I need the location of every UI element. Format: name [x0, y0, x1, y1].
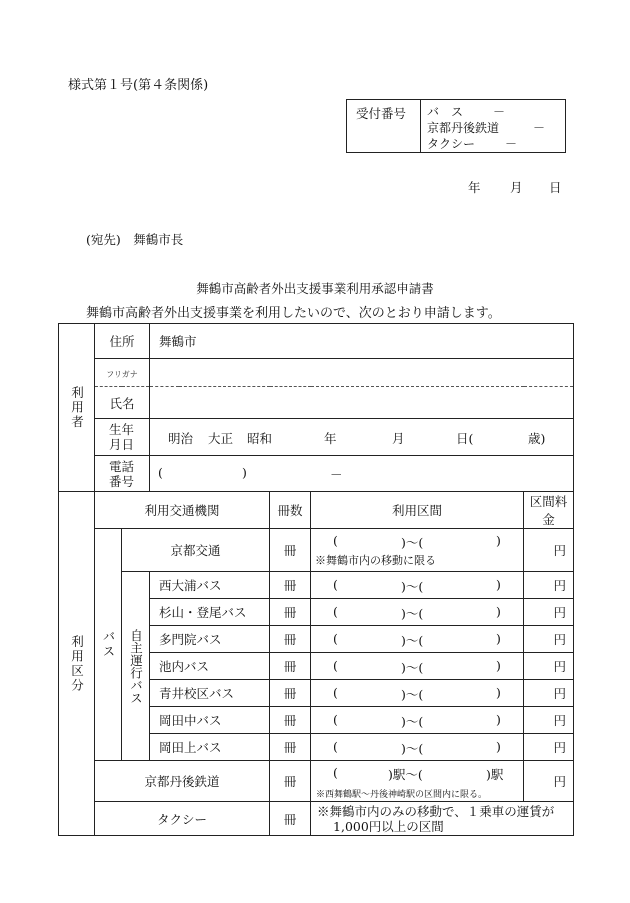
era-meiji[interactable]: 明治 — [168, 431, 194, 446]
fare-cell[interactable]: 円 — [524, 626, 574, 653]
taxi-note-line-2: 1,000円以上の区間 — [333, 818, 444, 834]
usage-section-label: 利用区分 — [59, 492, 95, 836]
furigana-label: フリガナ — [95, 359, 150, 387]
receipt-bus-dash: － — [493, 105, 506, 119]
address-label: 住所 — [95, 324, 150, 359]
self-bus-row — [59, 572, 574, 599]
phone-close-paren: ) — [242, 465, 247, 480]
taxi-note — [311, 802, 574, 836]
birth-year: 年 — [324, 431, 337, 446]
document-title: 舞鶴市高齢者外出支援事業利用承認申請書 — [196, 281, 434, 296]
kyoto-kotsu-fare[interactable]: 円 — [524, 529, 574, 572]
section-cell[interactable]: ( )～( ) — [311, 707, 524, 734]
taxi-count[interactable]: 冊 — [270, 802, 311, 836]
receipt-taxi-label: タクシー — [427, 137, 476, 151]
age: 歳) — [528, 431, 546, 446]
header-fare: 区間料金 — [524, 492, 574, 529]
section-cell[interactable]: ( )～( ) — [311, 626, 524, 653]
bus-okada-naka: 岡田中バス — [150, 707, 270, 734]
count-cell[interactable]: 冊 — [270, 680, 311, 707]
kyoto-kotsu-note: ※舞鶴市内の移動に限る — [315, 554, 437, 567]
fare-cell[interactable]: 円 — [524, 734, 574, 761]
header-count: 冊数 — [270, 492, 311, 529]
receipt-number-box — [346, 99, 566, 153]
kyoto-kotsu-section[interactable] — [311, 529, 524, 572]
taxi-note-line-1: ※舞鶴市内のみの移動で、１乗車の運賃が — [317, 803, 555, 819]
bus-ikeuchi: 池内バス — [150, 653, 270, 680]
count-cell[interactable]: 冊 — [270, 734, 311, 761]
section-cell[interactable]: ( )～( ) — [311, 680, 524, 707]
receipt-bus-label: バ ス — [427, 105, 464, 119]
name-field[interactable] — [150, 387, 574, 419]
birth-date-field[interactable] — [150, 419, 574, 456]
receipt-railway-label: 京都丹後鉄道 — [427, 121, 500, 135]
phone-dash: － — [330, 467, 343, 482]
birth-day: 日( — [456, 431, 474, 446]
receipt-number-label: 受付番号 — [347, 100, 421, 152]
phone-label: 電話番号 — [95, 456, 150, 492]
tango-railway-label: 京都丹後鉄道 — [95, 761, 270, 802]
count-cell[interactable]: 冊 — [270, 707, 311, 734]
phone-open-paren: ( — [158, 465, 163, 480]
date-year: 年 — [468, 180, 481, 195]
station-mid: )駅～( — [388, 767, 423, 782]
section-mid: )～( — [401, 535, 424, 550]
count-cell[interactable]: 冊 — [270, 572, 311, 599]
section-cell[interactable]: ( )～( ) — [311, 734, 524, 761]
section-cell[interactable]: ( )～( ) — [311, 599, 524, 626]
taxi-label: タクシー — [95, 802, 270, 836]
receipt-railway-dash: － — [533, 121, 546, 135]
bus-sugiyama-noboo: 杉山・登尾バス — [150, 599, 270, 626]
era-showa[interactable]: 昭和 — [247, 431, 273, 446]
count-cell[interactable]: 冊 — [270, 626, 311, 653]
kyoto-kotsu-label: 京都交通 — [122, 529, 270, 572]
name-label: 氏名 — [95, 387, 150, 419]
phone-field[interactable] — [150, 456, 574, 492]
section-cell[interactable]: ( )～( ) — [311, 572, 524, 599]
fare-cell[interactable]: 円 — [524, 599, 574, 626]
section-cell[interactable]: ( )～( ) — [311, 653, 524, 680]
fare-cell[interactable]: 円 — [524, 707, 574, 734]
section-close: ) — [496, 533, 501, 548]
station-open: ( — [333, 765, 338, 780]
kyoto-kotsu-count[interactable]: 冊 — [270, 529, 311, 572]
fare-cell[interactable]: 円 — [524, 680, 574, 707]
bus-nishi-oura: 西大浦バス — [150, 572, 270, 599]
count-cell[interactable]: 冊 — [270, 599, 311, 626]
birth-label: 生年月日 — [95, 419, 150, 456]
header-section: 利用区間 — [311, 492, 524, 529]
era-taisho[interactable]: 大正 — [208, 431, 234, 446]
count-cell[interactable]: 冊 — [270, 653, 311, 680]
receipt-taxi-dash: － — [505, 137, 518, 151]
birth-month: 月 — [392, 431, 405, 446]
bus-tamonin: 多門院バス — [150, 626, 270, 653]
date-day: 日 — [549, 180, 562, 195]
receipt-line-taxi — [427, 135, 518, 152]
self-operated-bus-label: 自主運行バス — [122, 572, 150, 761]
receipt-line-bus — [427, 103, 506, 120]
fare-cell[interactable]: 円 — [524, 572, 574, 599]
tango-railway-note: ※西舞鶴駅～丹後神崎駅の区間内に限る。 — [316, 790, 488, 800]
station-close: )駅 — [486, 767, 504, 782]
address-field[interactable]: 舞鶴市 — [150, 324, 574, 359]
receipt-line-railway — [427, 119, 546, 136]
tango-railway-fare[interactable]: 円 — [524, 761, 574, 802]
form-number: 様式第１号(第４条関係) — [68, 78, 209, 93]
section-open: ( — [333, 533, 338, 548]
bus-aoi-kouku: 青井校区バス — [150, 680, 270, 707]
intro-text: 舞鶴市高齢者外出支援事業を利用したいので、次のとおり申請します。 — [86, 306, 501, 321]
bus-label: バス — [95, 529, 122, 761]
furigana-field[interactable] — [150, 359, 574, 387]
tango-railway-section[interactable] — [311, 761, 524, 802]
addressee: (宛先) 舞鶴市長 — [86, 232, 184, 247]
bus-okada-kami: 岡田上バス — [150, 734, 270, 761]
fare-cell[interactable]: 円 — [524, 653, 574, 680]
user-section-label: 利用者 — [59, 324, 95, 492]
tango-railway-count[interactable]: 冊 — [270, 761, 311, 802]
header-transport: 利用交通機関 — [95, 492, 270, 529]
application-form-table — [58, 323, 574, 836]
date-month: 月 — [510, 180, 523, 195]
